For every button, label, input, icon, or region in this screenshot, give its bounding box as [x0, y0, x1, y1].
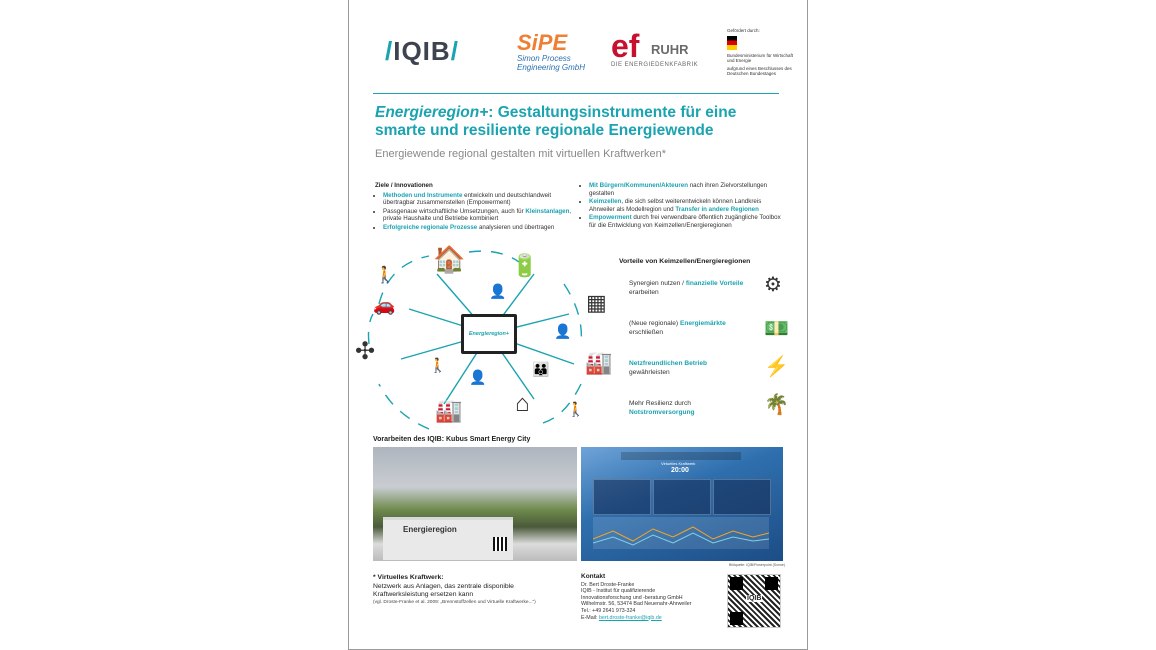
vorteile-section [619, 258, 804, 428]
smart-energy-city-photo [373, 447, 577, 561]
dashboard-chart [593, 517, 769, 549]
goal-item: • Empowerment durch frei verwendbare öffentlich zugängliche Toolbox für die Entwicklung von Keimzellen/Energieregionen [589, 214, 781, 229]
person-icon: 👤 [554, 323, 572, 339]
money-icon: 💵 [764, 318, 789, 340]
footnote-text: Netzwerk aus Anlagen, das zentrale disponible Kraftwerksleistung ersetzen kann [373, 582, 514, 598]
person-icon: 🚶 [567, 401, 585, 417]
photo-qr-code [493, 537, 507, 551]
power-plant-icon: 🏭 [435, 398, 463, 423]
photo-label: Energieregion [403, 525, 457, 534]
factory-icon: 🏭 [585, 350, 613, 375]
sipe-logo-main: SiPE [517, 30, 568, 55]
german-flag-icon [727, 36, 737, 50]
energieregion-monitor [461, 314, 517, 354]
contact-line: IQIB - Institut für qualifizierende [581, 588, 656, 595]
bmwi-resolution: aufgrund eines Beschlusses des Deutschen Bundestages [727, 66, 792, 76]
ef-logo-ruhr: RUHR [651, 42, 689, 57]
dashboard-panel [653, 479, 711, 515]
house-icon: ⌂ [515, 390, 530, 417]
footnote-heading: * Virtuelles Kraftwerk: [373, 574, 444, 581]
dashboard-time: 20:00 [671, 467, 689, 474]
virtual-power-plant-dashboard [581, 447, 783, 561]
goals-heading: Ziele / Innovationen [375, 182, 433, 189]
contact-email-line: E-Mail: bert.droste-franke@iqib.de [581, 614, 662, 621]
person-icon: 👤 [489, 283, 507, 299]
footnote-reference: (vgl. Droste-Franke et al. 2009: „Brennstoffzellen und Virtuelle Kraftwerke...“) [373, 599, 536, 605]
contact-heading: Kontakt [581, 573, 606, 580]
title-emphasis: Energieregion+ [375, 104, 489, 121]
qr-code[interactable] [727, 574, 781, 628]
ef-logo-sub: DIE ENERGIEDENKFABRIK [611, 62, 699, 68]
iqib-logo: /IQIB/ [385, 36, 459, 66]
battery-icon: 🔋 [511, 253, 539, 278]
electric-car-icon: 🚗 [373, 295, 396, 315]
goal-item: • Erfolgreiche regionale Prozesse analysieren und übertragen [383, 224, 575, 232]
qr-label: IQIB [747, 595, 762, 602]
goal-item: • Keimzellen, die sich selbst weiterentwickeln können Landkreis Ahrweiler als Modellregion und Transfer in andere Regionen [589, 198, 781, 213]
contact-line: Dr. Bert Droste-Franke [581, 581, 635, 588]
power-pylon-icon: ⚡ [764, 356, 789, 378]
contact-line: Innovationsforschung und -beratung GmbH [581, 594, 683, 601]
ef-ruhr-logo [611, 30, 698, 68]
sipe-logo-sub1: Simon Process [517, 54, 571, 63]
dashboard-chart-lines [593, 517, 769, 549]
poster-subtitle: Energiewende regional gestalten mit virtuellen Kraftwerken* [375, 148, 667, 160]
goal-item: • Mit Bürgern/Kommunen/Akteuren nach ihren Zielvorstellungen gestalten [589, 182, 781, 197]
wind-turbine-icon: ✣ [355, 338, 376, 365]
ef-logo-main: ef [611, 28, 640, 64]
vorteil-item: Netzfreundlichen Betrieb gewährleisten [629, 360, 708, 376]
footnote [373, 574, 553, 606]
title-rest: : Gestaltungsinstrumente für eine smarte und resiliente regionale Energiewende [375, 104, 737, 139]
family-icon: 👪 [532, 361, 550, 377]
contact-line: Tel.: +49 2641 973-324 [581, 607, 636, 614]
island-icon: 🌴 [764, 394, 789, 416]
watermill-icon: 🏠 [433, 244, 466, 274]
goals-left-column [375, 182, 575, 233]
sipe-logo-sub2: Engineering GmbH [517, 63, 586, 72]
header-divider [373, 93, 779, 94]
bmwi-logo [727, 28, 797, 76]
poster-title [375, 104, 785, 140]
vorteil-item: (Neue regionale) Energiemärkte erschließen [629, 320, 726, 336]
gears-cloud-icon: ⚙ [764, 274, 782, 296]
goal-item: • Methoden und Instrumente entwickeln und deutschlandweit übertragbar zusammenstellen (Empowerment) [383, 192, 575, 207]
bmwi-funded-by: Gefördert durch: [727, 28, 760, 33]
image-caption: Bildquelle: IQIB/Powerpoint (Sonne) [729, 563, 786, 567]
vorteil-item: Synergien nutzen / finanzielle Vorteile erarbeiten [629, 280, 744, 296]
vorteile-heading: Vorteile von Keimzellen/Energieregionen [619, 258, 751, 265]
dashboard-title-bar: Virtuelles Kraftwerk [621, 452, 741, 460]
person-icon: 🚶 [375, 267, 395, 284]
person-icon: 👤 [469, 369, 487, 385]
goal-item: • Passgenaue wirtschaftliche Umsetzungen, auch für Kleinstanlagen, private Haushalte und Betriebe kombiniert [383, 208, 575, 223]
dashboard-panel [713, 479, 771, 515]
monitor-label: Energieregion+ [468, 331, 510, 337]
goals-right-column [581, 182, 781, 231]
person-icon: 🚶 [429, 357, 447, 373]
solar-panel-icon: ▦ [586, 290, 607, 315]
bmwi-name: Bundesministerium für Wirtschaft und Energie [727, 53, 794, 63]
poster [348, 0, 808, 650]
dashboard-panel [593, 479, 651, 515]
vorarbeiten-heading: Vorarbeiten des IQIB: Kubus Smart Energy City [373, 436, 531, 443]
contact-block [581, 574, 721, 621]
vorteil-item: Mehr Resilienz durch Notstromversorgung [629, 400, 695, 416]
contact-line: Wilhelmstr. 56, 53474 Bad Neuenahr-Ahrweiler [581, 601, 692, 608]
contact-email-link[interactable]: bert.droste-franke@iqib.de [598, 614, 662, 621]
sipe-logo [517, 32, 593, 72]
